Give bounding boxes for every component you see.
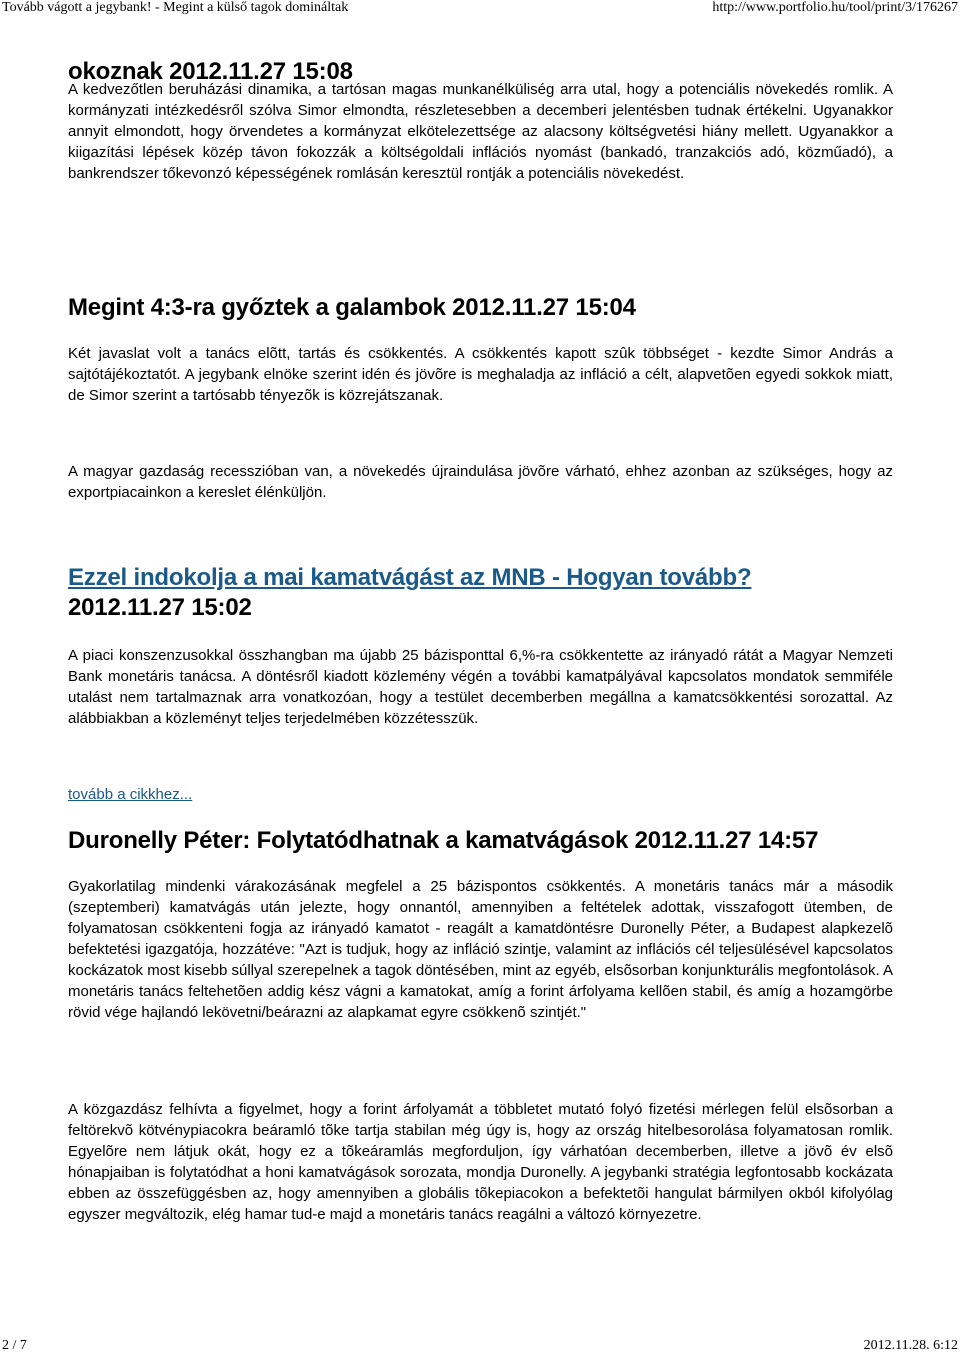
print-timestamp: 2012.11.28. 6:12 <box>863 1338 958 1353</box>
section-time: 2012.11.27 15:02 <box>68 594 252 621</box>
read-more-link[interactable]: tovább a cikkhez... <box>68 786 193 803</box>
print-footer <box>0 1336 960 1354</box>
section-body-4a <box>68 876 893 1023</box>
section-body-2b <box>68 461 893 503</box>
paragraph: Gyakorlatilag mindenki várakozásának megfelel a 25 bázispontos csökkentés. A monetáris tanács már a második (szeptemberi) kamatvágás után jelezte, hogy onnantól, amennyiben a feltételek adottak, visszafogott ütemben, de folyamatosan csökkenteni fogja az irányadó kamatot - reagált a kamatdöntésre Duronelly Péter, a Budapest alapkezelõ befektetési igazgatója, hozzátéve: "Azt is tudjuk, hogy az infláció szintje, valamint az inflációs cél teljesülésével kapcsolatos kockázatok most kisebb súllyal szerepelnek a tagok döntésében, mint az egyéb, elsõsorban konjunkturális megfontolások. A monetáris tanács feltehetõen addig kész vágni a kamatokat, amíg a forint árfolyama kellõen stabil, és amíg a hozamgörbe rövid vége hajlandó lekövetni/beárazni az alapkamat egyre csökkenõ szintjét." <box>68 878 893 1021</box>
section-heading-2 <box>68 293 893 323</box>
paragraph: Két javaslat volt a tanács elõtt, tartás és csökkentés. A csökkentés kapott szûk többséget - kezdte Simor András a sajtótájékoztatót. A jegybank elnöke szerint idén és jövõre is meghaladja az infláció a célt, alapvetõen egyedi sokkok miatt, de Simor szerint a tartósabb tényezõk is közrejátszanak. <box>68 345 893 404</box>
paragraph: A kedvezőtlen beruházási dinamika, a tartósan magas munkanélküliség arra utal, hogy a potenciális növekedés romlik. A kormányzati intézkedésről szólva Simor elmondta, részletesebben a decemberi jelentésben tudnak értékelni. Ugyanakkor annyit elmondott, hogy örvendetes a kormányzat elkötelezettsége az alacsony költségvetési hiány mellett. Ugyanakkor a kiigazítási lépések közép távon fokozzák a költségoldali inflációs nyomást (bankadó, tranzakciós adó, közműadó), a bankrendszer tőkevonzó képességének romlásán keresztül rontják a potenciális növekedést. <box>68 81 893 182</box>
section-title <box>68 563 893 623</box>
section-body-1 <box>68 79 893 184</box>
page-number: 2 / 7 <box>2 1338 27 1353</box>
section-title: Duronelly Péter: Folytatódhatnak a kamatvágások 2012.11.27 14:57 <box>68 827 819 854</box>
print-header <box>0 0 960 18</box>
section-body-3 <box>68 645 893 729</box>
section-title: okoznak 2012.11.27 15:08 <box>68 58 353 85</box>
more-link-row <box>68 784 893 805</box>
section-heading-4 <box>68 826 893 856</box>
section-body-2a <box>68 343 893 406</box>
print-header-title: Tovább vágott a jegybank! - Megint a külső tagok domináltak <box>2 0 349 15</box>
paragraph: A piaci konszenzusokkal összhangban ma újabb 25 bázisponttal 6,%-ra csökkentette az irányadó rátát a Magyar Nemzeti Bank monetáris tanácsa. A döntésről kiadott közlemény végén a további kamatpályával kapcsolatos mondatok semmiféle utalást nem tartalmaznak arra vonatkozóan, hogy a testület decemberben megállna a kamatcsökkentési sorozattal. Az alábbiakban a közleményt teljes terjedelmében közzétesszük. <box>68 647 893 727</box>
section-heading-3 <box>68 563 893 623</box>
section-title: Megint 4:3-ra győztek a galambok 2012.11.27 15:04 <box>68 294 636 321</box>
paragraph: A magyar gazdaság recesszióban van, a növekedés újraindulása jövõre várható, ehhez azonban az szükséges, hogy az exportpiacainkon a kereslet élénküljön. <box>68 463 893 501</box>
article-headline-link[interactable]: Ezzel indokolja a mai kamatvágást az MNB - Hogyan tovább? <box>68 564 752 591</box>
section-body-4b <box>68 1099 893 1225</box>
paragraph: A közgazdász felhívta a figyelmet, hogy a forint árfolyamát a többletet mutató folyó fizetési mérlegen felül elsõsorban a feltörekvõ kötvénypiacokra beáramló tõke tartja stabilan még úgy is, hogy az ország hitelbesorolása folyamatosan romlik. Egyelõre nem látjuk okát, hogy ez a tõkeáramlás megforduljon, így várhatóan decemberben, illetve a jövõ év elsõ hónapjaiban is folytatódhat a honi kamatvágások sorozata, mondja Duronelly. A jegybanki stratégia legfontosabb kockázata ebben az összefüggésben az, hogy amennyiben a globális tõkepiacokon a befektetõi hangulat bármilyen okból kifolyólag egyszer megváltozik, elég hamar tud-e majd a monetáris tanács reagálni a változó környezetre. <box>68 1101 893 1223</box>
print-header-url: http://www.portfolio.hu/tool/print/3/176267 <box>712 0 958 15</box>
